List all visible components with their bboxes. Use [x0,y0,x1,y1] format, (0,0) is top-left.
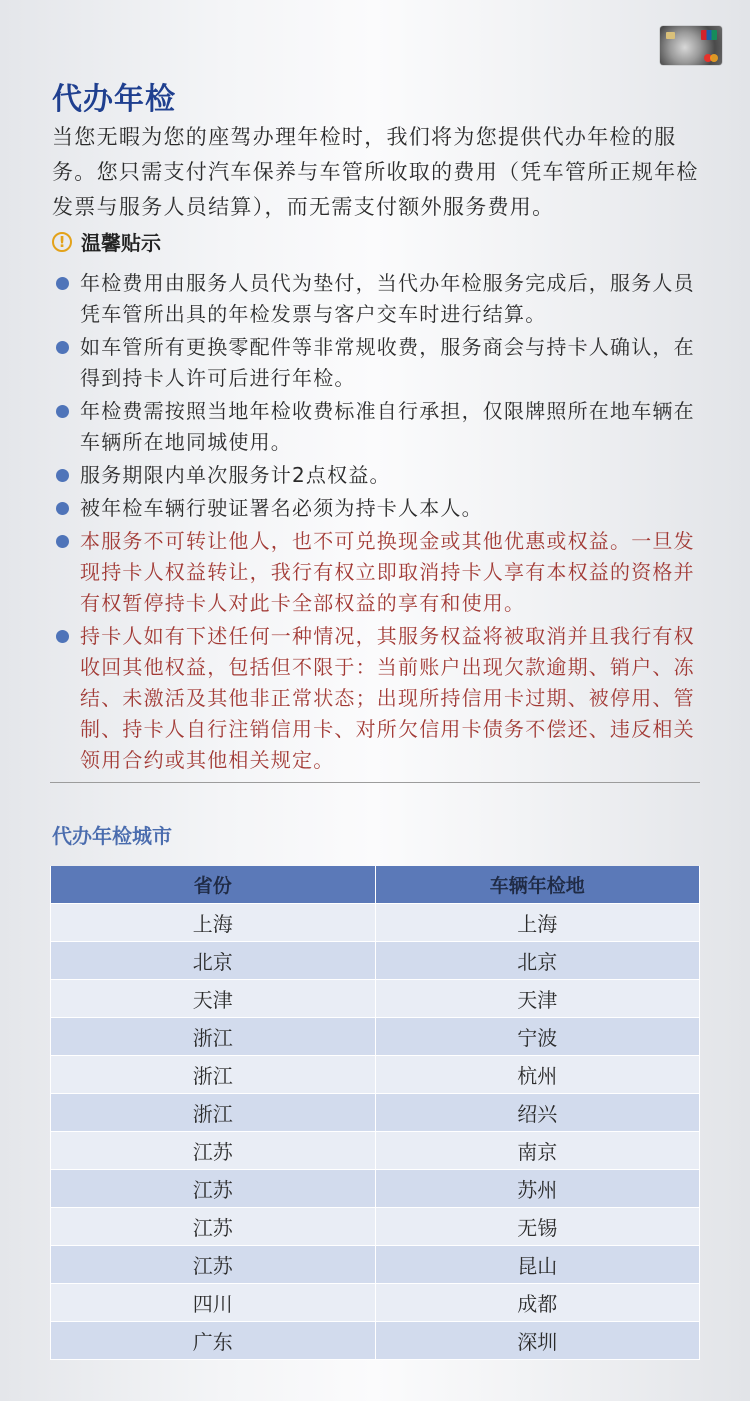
tip-text: 如车管所有更换零配件等非常规收费，服务商会与持卡人确认，在得到持卡人许可后进行年检。 [80,335,695,390]
table-row [51,1246,700,1284]
tip-item [54,493,704,524]
inspection-city-cell: 成都 [375,1284,700,1322]
inspection-city-cell: 杭州 [375,1056,700,1094]
cities-table [50,866,700,1360]
inspection-city-cell: 上海 [375,904,700,942]
table-row [51,1018,700,1056]
inspection-city-cell: 无锡 [375,1208,700,1246]
inspection-city-cell: 苏州 [375,1170,700,1208]
tip-item [54,268,704,330]
tip-text: 本服务不可转让他人，也不可兑换现金或其他优惠或权益。一旦发现持卡人权益转让，我行有权立即取消持卡人享有本权益的资格并有权暂停持卡人对此卡全部权益的享有和使用。 [80,529,695,615]
bullet-dot-icon [56,630,69,643]
tip-text: 年检费用由服务人员代为垫付，当代办年检服务完成后，服务人员凭车管所出具的年检发票与客户交车时进行结算。 [80,271,695,326]
table-row [51,980,700,1018]
card-chip-icon [666,32,675,39]
bullet-dot-icon [56,469,69,482]
table-header-row [51,866,700,904]
table-row [51,1322,700,1360]
province-cell: 江苏 [51,1132,376,1170]
province-cell: 江苏 [51,1208,376,1246]
tip-text: 年检费需按照当地年检收费标准自行承担，仅限牌照所在地车辆在车辆所在地同城使用。 [80,399,695,454]
province-cell: 天津 [51,980,376,1018]
bullet-dot-icon [56,535,69,548]
bullet-dot-icon [56,405,69,418]
cities-table-body [51,904,700,1360]
inspection-city-cell: 昆山 [375,1246,700,1284]
province-cell: 浙江 [51,1056,376,1094]
inspection-city-cell: 天津 [375,980,700,1018]
tip-item [54,396,704,458]
mastercard-logo-icon [704,54,718,62]
inspection-city-cell: 宁波 [375,1018,700,1056]
table-row [51,904,700,942]
page-title: 代办年检 [52,82,176,117]
province-cell: 北京 [51,942,376,980]
tips-list [54,268,704,778]
tip-item [54,526,704,619]
inspection-city-cell: 南京 [375,1132,700,1170]
tip-item [54,621,704,776]
unionpay-logo-icon [701,30,717,40]
tip-item [54,460,704,491]
header-inspection-location: 车辆年检地 [375,866,700,904]
bullet-dot-icon [56,341,69,354]
table-row [51,1284,700,1322]
intro-paragraph: 当您无暇为您的座驾办理年检时，我们将为您提供代办年检的服务。您只需支付汽车保养与车管所收取的费用（凭车管所正规年检发票与服务人员结算），而无需支付额外服务费用。 [52,125,699,219]
inspection-city-cell: 深圳 [375,1322,700,1360]
inspection-city-cell: 绍兴 [375,1094,700,1132]
province-cell: 浙江 [51,1018,376,1056]
province-cell: 江苏 [51,1170,376,1208]
tips-heading [52,227,161,256]
cities-heading: 代办年检城市 [52,824,172,848]
header-province: 省份 [51,866,376,904]
section-divider [50,782,700,783]
table-row [51,1132,700,1170]
inspection-city-cell: 北京 [375,942,700,980]
warning-icon: ! [52,232,72,252]
province-cell: 四川 [51,1284,376,1322]
province-cell: 广东 [51,1322,376,1360]
table-row [51,942,700,980]
table-row [51,1208,700,1246]
province-cell: 江苏 [51,1246,376,1284]
table-row [51,1094,700,1132]
table-row [51,1170,700,1208]
tips-heading-label: 温馨贴示 [81,231,161,255]
tip-text: 被年检车辆行驶证署名必须为持卡人本人。 [80,496,483,520]
tip-text: 服务期限内单次服务计2点权益。 [80,463,391,487]
table-row [51,1056,700,1094]
bullet-dot-icon [56,277,69,290]
tip-item [54,332,704,394]
province-cell: 上海 [51,904,376,942]
province-cell: 浙江 [51,1094,376,1132]
bullet-dot-icon [56,502,69,515]
tip-text: 持卡人如有下述任何一种情况，其服务权益将被取消并且我行有权收回其他权益，包括但不限于：当前账户出现欠款逾期、销户、冻结、未激活及其他非正常状态；出现所持信用卡过期、被停用、管制、持卡人自行注销信用卡、对所欠信用卡债务不偿还、违反相关领用合约或其他相关规定。 [80,624,695,772]
credit-card-thumbnail [660,26,722,65]
